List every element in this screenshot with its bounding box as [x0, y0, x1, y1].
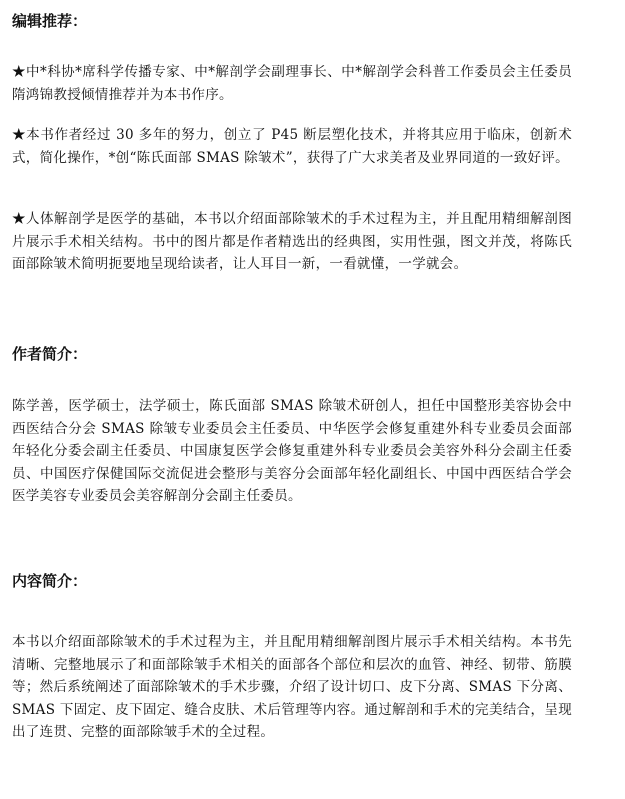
recommendation-paragraph-1: ★中*科协*席科学传播专家、中*解剖学会副理事长、中*解剖学会科普工作委员会主任委员隋鸿锦教授倾情推荐并为本书作序。: [12, 64, 572, 103]
recommendation-paragraph-2: ★本书作者经过 30 多年的努力，创立了 P45 断层塑化技术，并将其应用于临床，创新术式，简化操作，*创“陈氏面部 SMAS 除皱术”，获得了广大求美者及业界同道的一致好评。: [12, 127, 572, 166]
recommendation-paragraph-3: ★人体解剖学是医学的基础，本书以介绍面部除皱术的手术过程为主，并且配用精细解剖图片展示手术相关结构。书中的图片都是作者精选出的经典图，实用性强，图文并茂，将陈氏面部除皱术简明扼要地呈现给读者，让人耳目一新，一看就懂，一学就会。: [12, 211, 572, 272]
content-intro-paragraph: 本书以介绍面部除皱术的手术过程为主，并且配用精细解剖图片展示手术相关结构。本书先清晰、完整地展示了和面部除皱手术相关的面部各个部位和层次的血管、神经、韧带、筋膜等；然后系统阐述了面部除皱术的手术步骤，介绍了设计切口、皮下分离、SMAS 下分离、SMAS 下固定、皮下固定、缝合皮肤、术后管理等内容。通过解剖和手术的完美结合，呈现出了连贯、完整的面部除皱手术的全过程。: [12, 634, 572, 740]
author-intro-paragraph: 陈学善，医学硕士，法学硕士，陈氏面部 SMAS 除皱术研创人，担任中国整形美容协会中西医结合分会 SMAS 除皱专业委员会主任委员、中华医学会修复重建外科专业委员会面部年轻化分委会副主任委员、中国康复医学会修复重建外科专业委员会美容外科分会副主任委员、中国医疗保健国际交流促进会整形与美容分会面部年轻化副组长、中国中西医结合学会医学美容专业委员会美容解剖分会副主任委员。: [12, 398, 572, 504]
editor-recommendation-heading: 编辑推荐：: [12, 12, 88, 30]
author-intro-heading: 作者简介：: [12, 345, 88, 363]
content-intro-heading: 内容简介：: [12, 572, 88, 590]
